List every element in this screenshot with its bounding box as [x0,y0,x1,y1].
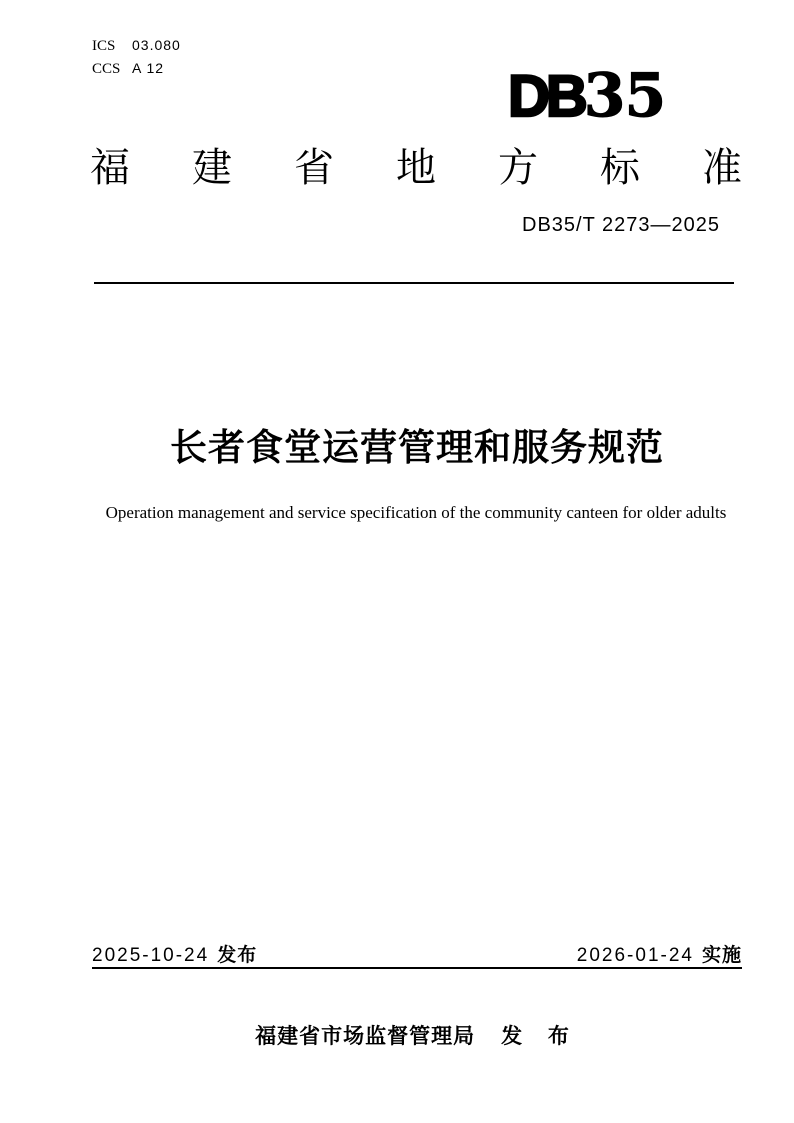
ccs-label: CCS [92,61,121,77]
standard-number: DB35/T 2273—2025 [522,214,720,236]
header-rule [94,282,734,284]
issue-date: 2025-10-24 [92,945,210,966]
ics-row [92,34,181,57]
standard-type-title: 福 建 省 地 方 标 准 [90,146,742,190]
implement-date: 2026-01-24 [576,945,694,966]
document-title-zh: 长者食堂运营管理和服务规范 [170,427,664,468]
dates-row [92,940,742,967]
publisher-name: 福建省市场监督管理局 [255,1025,476,1048]
classification-block [92,34,181,80]
publish-label: 发 布 [501,1025,579,1048]
ccs-row [92,57,181,80]
footer-rule [92,967,742,969]
db35-logo [508,61,666,131]
document-title-en: Operation management and service specification of the community canteen for older adults [105,503,727,522]
implement-label: 实施 [701,945,742,966]
publisher-row [92,1020,742,1050]
db35-logo-prefix: DB [508,64,584,129]
db35-logo-suffix: 35 [583,61,666,131]
implement-date-group [577,940,742,967]
ics-value: 03.080 [132,37,181,53]
ics-label: ICS [92,38,116,54]
ccs-value: A 12 [132,60,165,76]
issue-date-group [92,940,257,967]
issue-label: 发布 [217,945,258,966]
